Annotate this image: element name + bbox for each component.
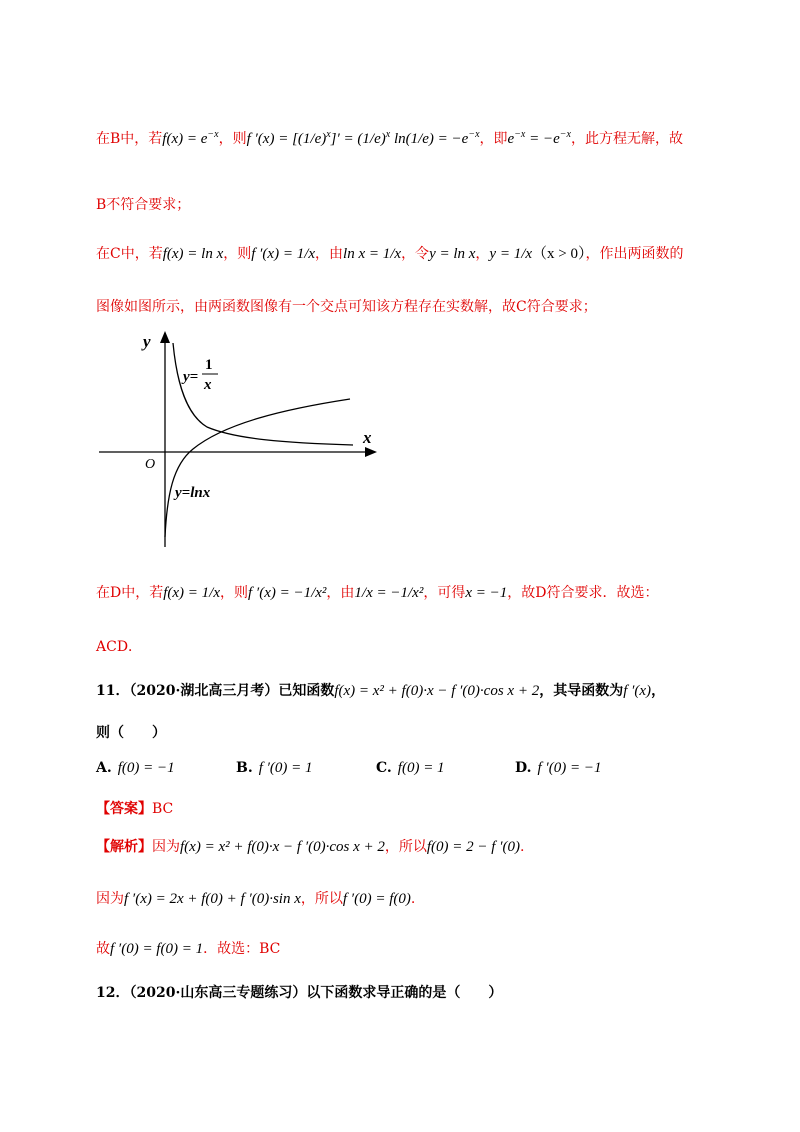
case-c-conclusion: 图像如图所示，由两函数图像有一个交点可知该方程存在实数解，故C符合要求； <box>96 299 597 315</box>
final-answer-prev: ACD． <box>96 639 143 655</box>
formula-equation: $e^{-x} = -e^{-x}$ <box>507 129 571 147</box>
text: ，即 <box>479 131 508 147</box>
reciprocal-num: 1 <box>205 357 213 373</box>
analysis-line-3: 故f ′(0) = f(0) = 1．故选：BC <box>96 941 281 957</box>
log-curve <box>165 399 350 537</box>
formula-f: f(x) = ln x <box>162 246 224 262</box>
formula-y1: y = ln x <box>429 246 476 262</box>
question-12: 12．（2020·山东高三专题练习）以下函数求导正确的是（ ） <box>96 985 503 1001</box>
formula-f: f(x) = 1/x <box>163 585 220 601</box>
formula-f: $f(x) = e^{-x}$ <box>162 129 219 147</box>
origin-label: O <box>145 457 156 472</box>
case-b-line <box>96 128 683 148</box>
formula-fprime: f ′(x) <box>623 683 652 699</box>
domain-condition: （x > 0） <box>532 246 586 262</box>
option-d[interactable]: D. f ′(0) = −1 <box>515 760 602 776</box>
text: ，则 <box>218 131 247 147</box>
formula-f: f(x) = x² + f(0)·x − f ′(0)·cos x + 2 <box>334 683 540 699</box>
question-11: 11．（2020·湖北高三月考）已知函数f(x) = x² + f(0)·x − f ′(0)·cos x + 2，其导函数为f ′(x)， <box>96 683 666 699</box>
y-axis-label: y <box>143 332 151 351</box>
text: 在B中，若 <box>96 131 163 147</box>
formula-equation: ln x = 1/x <box>343 246 402 262</box>
question-11-prompt: 则（ ） <box>96 725 166 741</box>
x-axis-arrow <box>365 447 377 457</box>
reciprocal-den: x <box>204 377 212 393</box>
reciprocal-curve <box>173 343 353 445</box>
log-label: y=lnx <box>175 485 211 501</box>
analysis-line-1: 【解析】因为f(x) = x² + f(0)·x − f ′(0)·cos x + 2，所以f(0) = 2 − f ′(0). <box>96 839 525 855</box>
analysis-line-2: 因为f ′(x) = 2x + f(0) + f ′(0)·sin x，所以f ′(0) = f(0). <box>96 891 416 907</box>
option-c[interactable]: C. f(0) = 1 <box>376 760 445 776</box>
formula-y2: y = 1/x <box>489 246 533 262</box>
case-d-line: 在D中，若f(x) = 1/x，则f ′(x) = −1/x²，由1/x = −1/x²，可得x = −1，故D符合要求．故选： <box>96 585 659 601</box>
x-axis-label: x <box>363 428 372 447</box>
y-axis-arrow <box>160 331 170 343</box>
function-graph <box>95 325 385 555</box>
answer: 【答案】BC <box>96 801 174 817</box>
formula-solution: x = −1 <box>465 585 508 601</box>
case-c-line: 在C中，若f(x) = ln x，则f ′(x) = 1/x，由ln x = 1/x，令y = ln x，y = 1/x（x > 0），作出两函数的 <box>96 246 684 262</box>
case-b-conclusion: B不符合要求； <box>96 197 191 213</box>
formula-derivative: f $'(x) = [(1/e)^x]' = (1/e)^x$ $\ln(1/e) = -e^{-x}$ <box>246 129 480 147</box>
text: ，此方程无解，故 <box>570 131 683 147</box>
formula-derivative: f ′(x) = 1/x <box>251 246 316 262</box>
formula-derivative: f ′(x) = −1/x² <box>248 585 327 601</box>
option-a[interactable]: A. f(0) = −1 <box>96 760 175 776</box>
formula-equation: 1/x = −1/x² <box>354 585 424 601</box>
option-b[interactable]: B. f ′(0) = 1 <box>236 760 313 776</box>
reciprocal-label: y= <box>183 369 199 385</box>
